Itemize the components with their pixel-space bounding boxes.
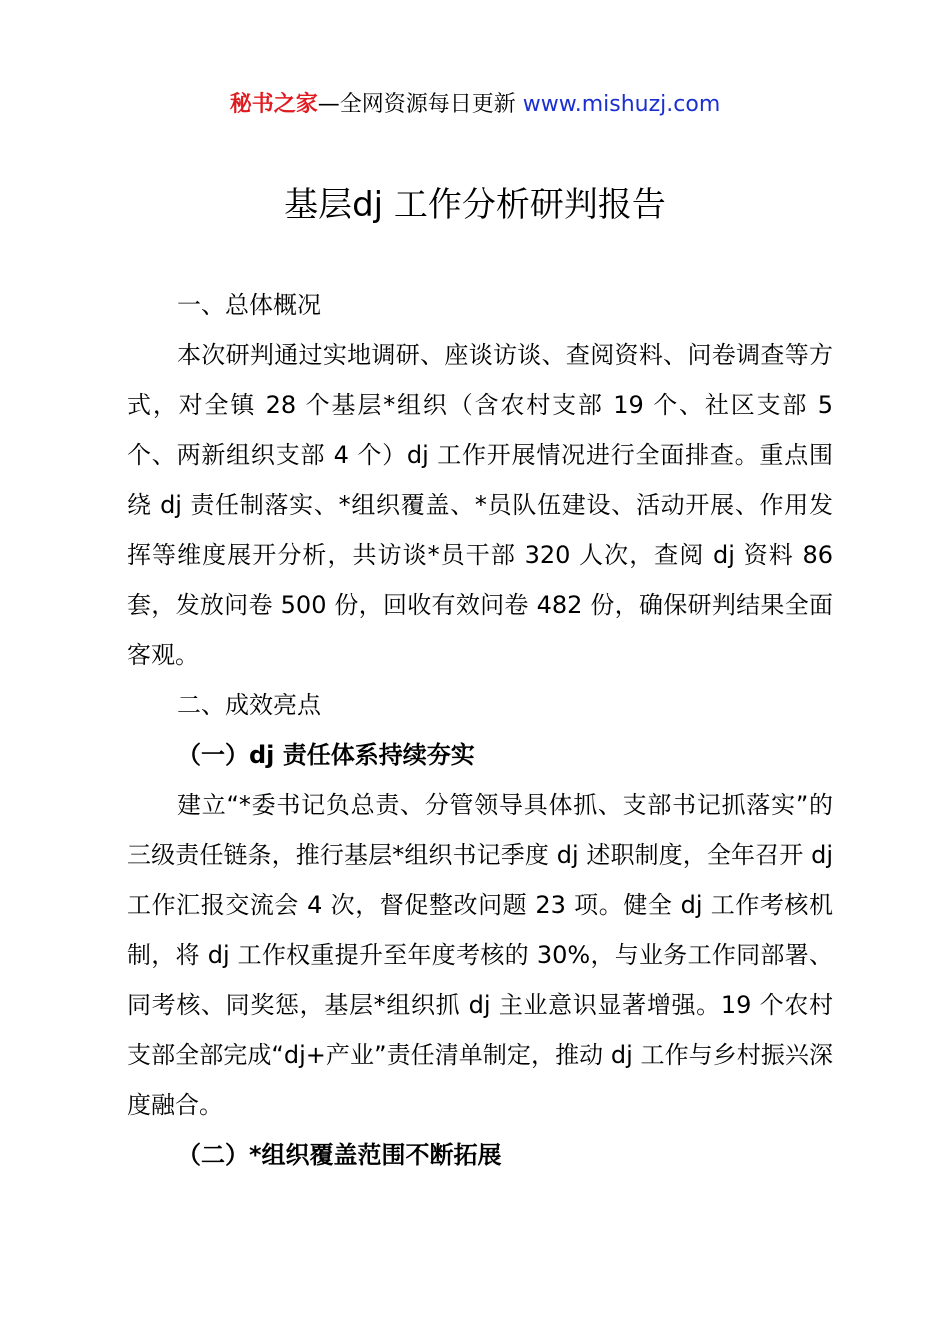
document-title: 基层dj 工作分析研判报告: [284, 185, 666, 225]
site-url-link[interactable]: www.mishuzj.com: [522, 92, 721, 117]
paragraph-overview: 本次研判通过实地调研、座谈访谈、查阅资料、问卷调查等方式，对全镇 28 个基层*组织（含农村支部 19 个、社区支部 5 个、两新组织支部 4 个）dj 工作开展情况进行全面排查。重点围绕 dj 责任制落实、*组织覆盖、*员队伍建设、活动开展、作用发挥等维度展开分析，共访谈*员干部 320 人次，查阅 dj 资料 86 套，发放问卷 500 份，回收有效问卷 482 份，确保研判结果全面客观。: [127, 341, 833, 669]
subheading-responsibility: （一）dj 责任体系持续夯实: [177, 741, 475, 769]
section-heading-overview: 一、总体概况: [177, 291, 321, 319]
banner-tagline: —全网资源每日更新: [317, 92, 523, 117]
paragraph-responsibility: 建立“*委书记负总责、分管领导具体抓、支部书记抓落实”的三级责任链条，推行基层*组织书记季度 dj 述职制度，全年召开 dj 工作汇报交流会 4 次，督促整改问题 23 项。健全 dj 工作考核机制，将 dj 工作权重提升至年度考核的 30%，与业务工作同部署、同考核、同奖惩，基层*组织抓 dj 主业意识显著增强。19 个农村支部全部完成“dj+产业”责任清单制定，推动 dj 工作与乡村振兴深度融合。: [127, 791, 833, 1119]
brand-name: 秘书之家: [229, 92, 318, 117]
site-banner: [0, 88, 950, 122]
section-heading-achievements: 二、成效亮点: [177, 691, 321, 719]
document-body: [127, 280, 833, 1180]
subheading-coverage: （二）*组织覆盖范围不断拓展: [177, 1141, 502, 1169]
